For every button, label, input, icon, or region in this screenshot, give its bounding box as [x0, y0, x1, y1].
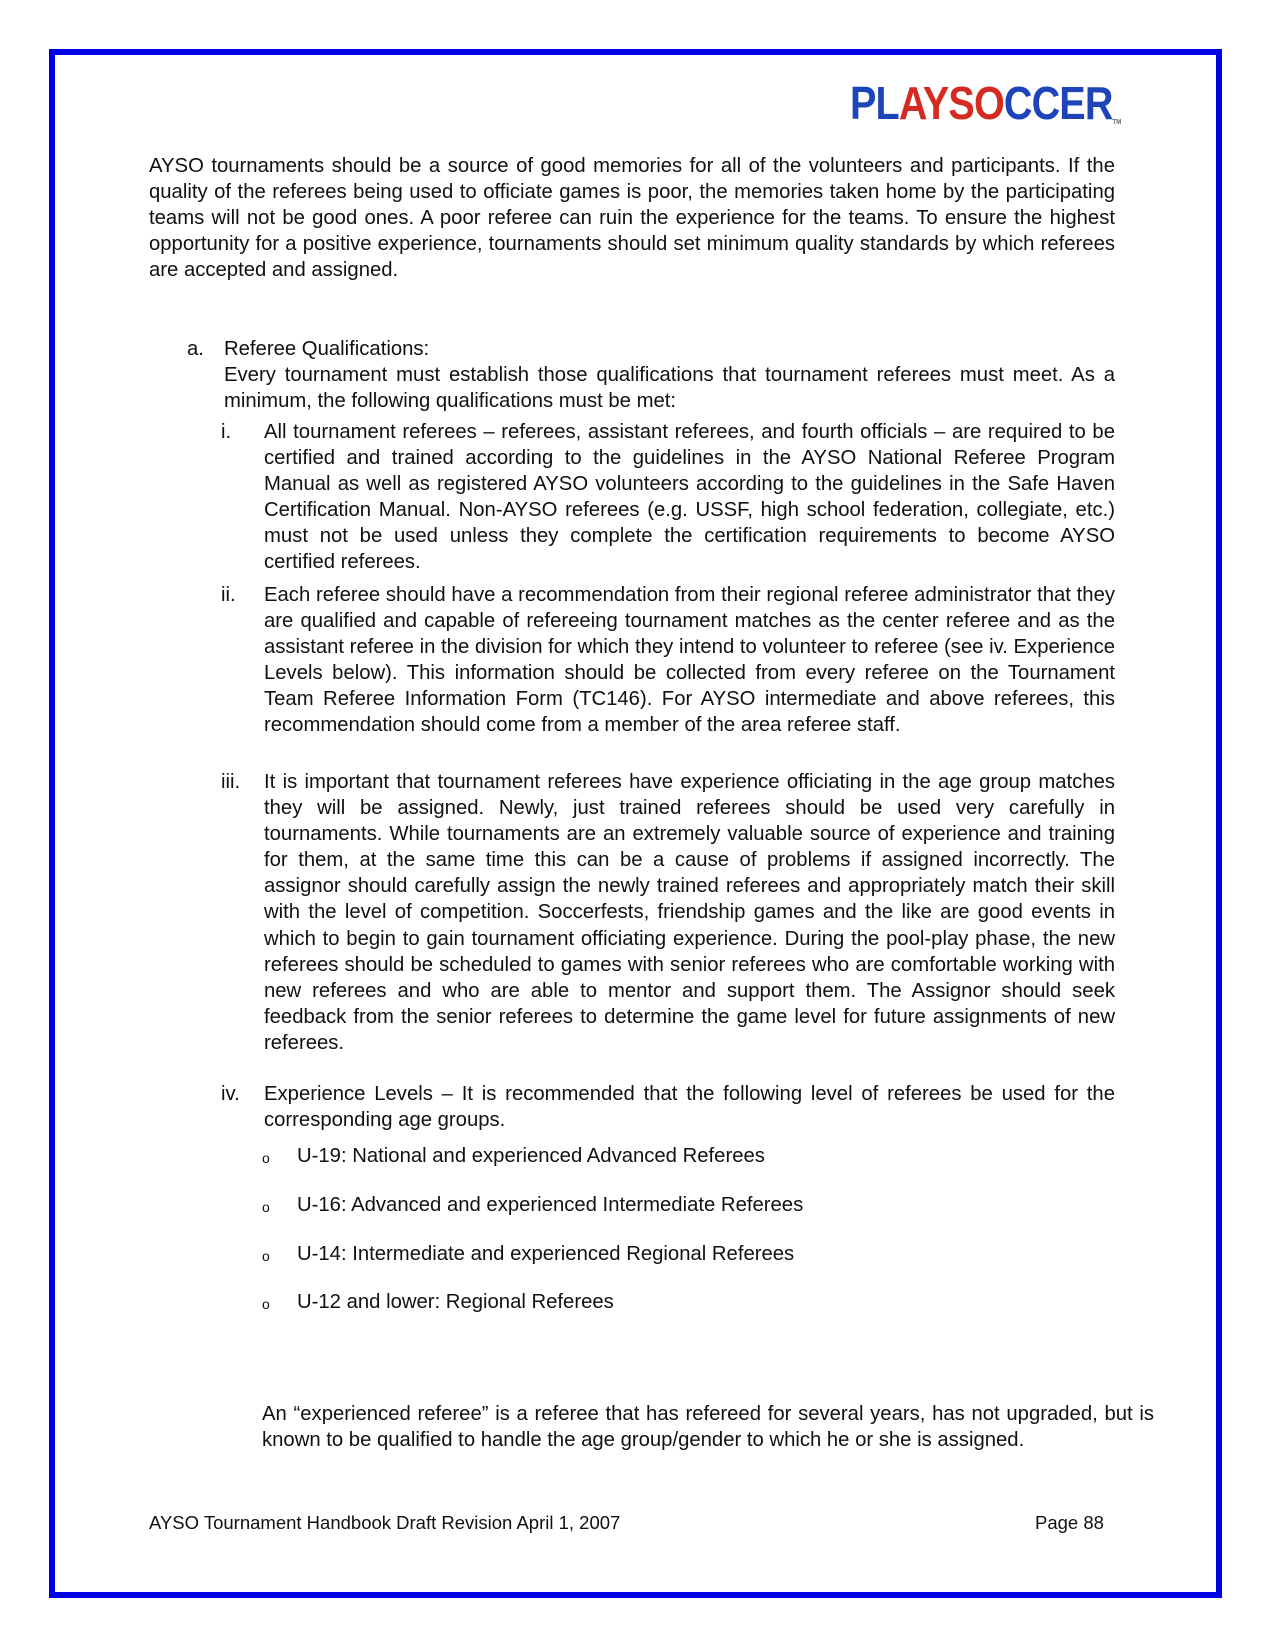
hollow-bullet-icon: o: [262, 1199, 270, 1215]
list-item-text: Each referee should have a recommendation from their regional referee administrator that they are qualified and capable of refereeing tournament matches as the center referee and as the assistant referee in the division for which they intend to volunteer to referee (see iv. Experience Levels below). This information should be collected from every referee on the Tournament Team Referee Information Form (TC146). For AYSO intermediate and above referees, this recommendation should come from a member of the area referee staff.: [264, 584, 1115, 737]
trademark-mark: TM: [1112, 119, 1122, 126]
bullet-text: U-19: National and experienced Advanced Referees: [297, 1145, 765, 1167]
logo-part-ccer: CCER: [1003, 77, 1113, 129]
list-item-text: Experience Levels – It is recommended that the following level of referees be used for the corresponding age groups.: [264, 1083, 1115, 1132]
list-item-iv: [221, 1081, 1115, 1133]
bullet-text: U-14: Intermediate and experienced Regional Referees: [297, 1243, 795, 1265]
footer-page-number: Page 88: [1035, 1512, 1104, 1533]
section-a-marker: a.: [187, 338, 204, 360]
list-item-marker: iii.: [221, 771, 241, 793]
list-item-text: It is important that tournament referees have experience officiating in the age group matches they will be assigned. Newly, just trained referees should be used very carefully in tournaments. While tournaments are an extremely valuable source of experience and training for them, at the same time this can be a cause of problems if assigned incorrectly. The assignor should carefully assign the newly trained referees and appropriately match their skill with the level of competition. Soccerfests, friendship games and the like are good events in which to begin to gain tournament officiating experience. During the pool-play phase, the new referees should be scheduled to games with senior referees who are comfortable working with new referees and who are able to mentor and support them. The Assignor should seek feedback from the senior referees to determine the game level for future assignments of new referees.: [264, 771, 1115, 1054]
list-item-ii: [221, 582, 1115, 739]
hollow-bullet-icon: o: [262, 1296, 270, 1312]
list-item-text: All tournament referees – referees, assistant referees, and fourth officials – are required to be certified and trained according to the guidelines in the AYSO National Referee Program Manual as well as registered AYSO volunteers according to the guidelines in the Safe Haven Certification Manual. Non-AYSO referees (e.g. USSF, high school federation, collegiate, etc.) must not be used unless they complete the certification requirements to become AYSO certified referees.: [264, 421, 1115, 574]
list-item-marker: ii.: [221, 584, 236, 606]
logo-part-ayso: AYSO: [898, 77, 1004, 129]
playsoccer-logo: [850, 77, 1122, 129]
experienced-referee-note: An “experienced referee” is a referee that has refereed for several years, has not upgraded, but is known to be qualified to handle the age group/gender to which he or she is assigned.: [262, 1403, 1154, 1452]
hollow-bullet-icon: o: [262, 1248, 270, 1264]
hollow-bullet-icon: o: [262, 1150, 270, 1166]
list-item-i: [221, 419, 1115, 576]
bullet-text: U-16: Advanced and experienced Intermediate Referees: [297, 1194, 804, 1216]
section-a-body: Every tournament must establish those qualifications that tournament referees must meet. As a minimum, the following qualifications must be met:: [224, 364, 1115, 413]
list-item-iii: [221, 769, 1115, 1056]
list-item-marker: i.: [221, 421, 232, 443]
intro-paragraph: AYSO tournaments should be a source of good memories for all of the volunteers and participants. If the quality of the referees being used to officiate games is poor, the memories taken home by the participating teams will not be good ones. A poor referee can ruin the experience for the teams. To ensure the highest opportunity for a positive experience, tournaments should set minimum quality standards by which referees are accepted and assigned.: [149, 155, 1115, 282]
list-item-marker: iv.: [221, 1083, 240, 1105]
section-a-heading: Referee Qualifications:: [224, 338, 430, 360]
footer-document-title: AYSO Tournament Handbook Draft Revision April 1, 2007: [149, 1512, 621, 1533]
logo-part-pl: PL: [850, 77, 899, 129]
section-a: [187, 336, 1115, 414]
bullet-text: U-12 and lower: Regional Referees: [297, 1291, 614, 1313]
